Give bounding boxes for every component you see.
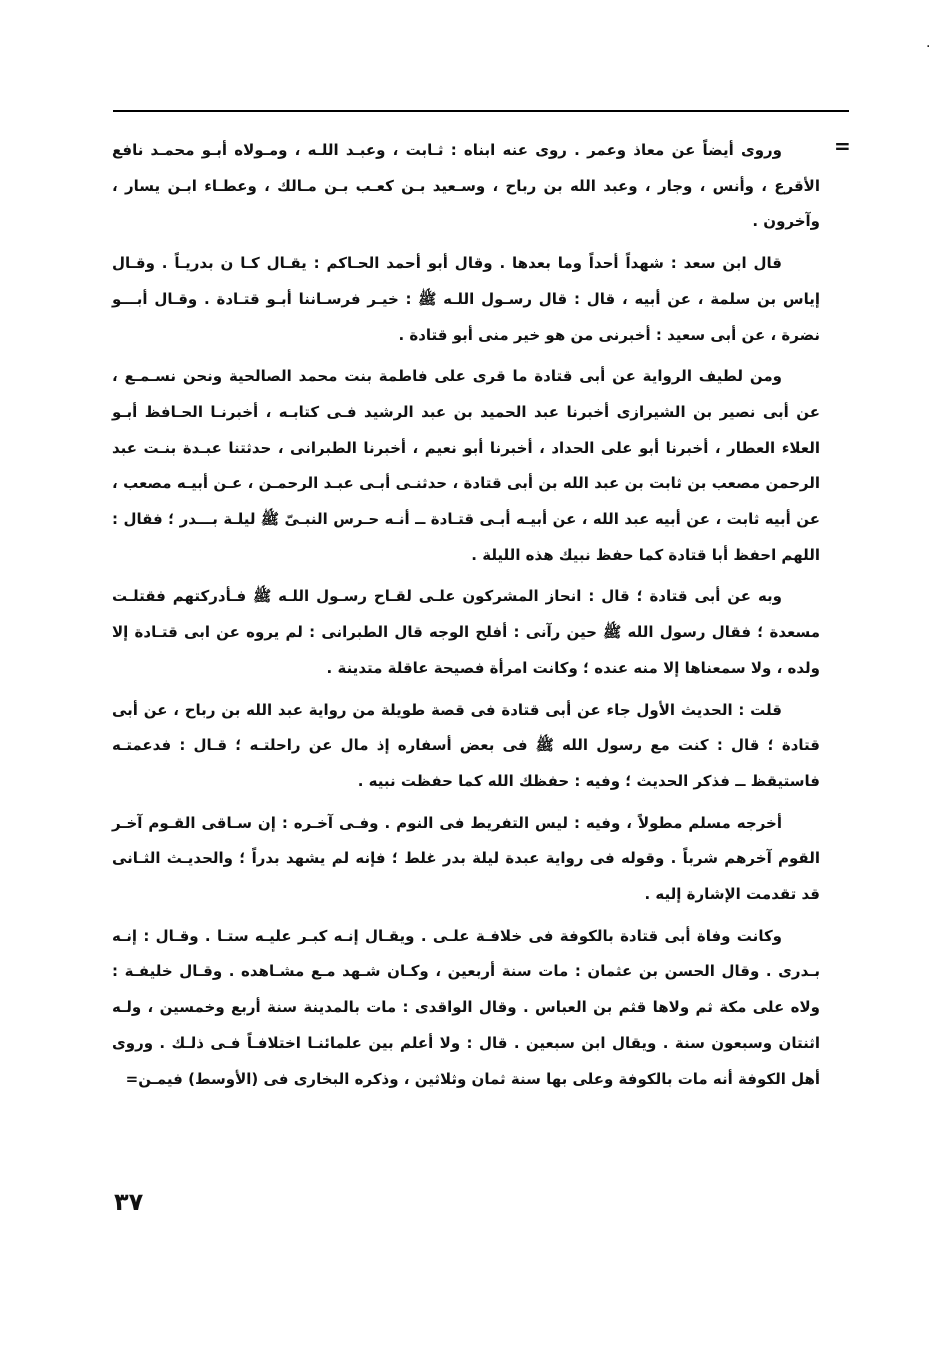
corner-mark: · xyxy=(926,39,931,55)
paragraph-2: قال ابن سعد : شهداً أحداً وما بعدها . وقال أبو أحمد الحـاكم : يقـال كـا ن بدريـاً . وقـال إياس بن سلمة ، عن أبيه ، قال : قال رسـول اللـه ﷺ : خيـر فرسـاننا أبـو قتـادة . وقـال أبـــو نضرة ، عن أبى سعيد : أخبرنى من هو خير منى أبو قتادة . xyxy=(112,254,820,344)
paragraph-6: أخرجه مسلم مطولاً ، وفيه : ليس التفريط فى النوم . وفـى آخـره : إن سـاقى القـوم آخـر القوم آخرهم شرباً . وقوله فى رواية عبدة ليلة بدر غلط ؛ فإنه لم يشهد بدراً ؛ والحديـث الثـانى قد تقدمت الإشارة إليه . xyxy=(112,813,820,904)
page-number: ٣٧ xyxy=(114,1188,144,1216)
header-rule xyxy=(113,110,849,112)
paragraph-7: وكانت وفاة أبى قتادة بالكوفة فى خلافـة علـى . ويقـال إنـه كبـر عليـه ستـا . وقـال : إنـه بـدرى . وقال الحسن بن عثمان : مات سنة أربعين ، وكـان شـهد مـع مشـاهده . وقـال خليفـة : ولاه على مكة ثم ولاها قثم بن العباس . وقال الواقدى : مات بالمدينة سنة أربع وخمسين ، ولـه اثنتان وسبعون سنة . ويقال ابن سبعين . قال : ولا أعلم بين علمائنـا اختلافـاً فـى ذلـك . وروى أهل الكوفة أنه مات بالكوفة وعلى بها سنة ثمان وثلاثين ، وذكره البخارى فى (الأوسط) فيمـن= xyxy=(112,926,820,1088)
paragraph-1: وروى أيضاً عن معاذ وعمر . روى عنه ابناه : ثـابت ، وعبـد اللـه ، ومـولاه أبـو محمـد نافع الأقرع ، وأنس ، وجار ، وعبد الله بن رباح ، وسـعيد بـن كعـب بـن مـالك ، وعطـاء ابـن يسار ، وآخرون . xyxy=(112,141,820,231)
paragraph-5: قلت : الحديث الأول جاء عن أبى قتادة فى قصة طويلة من رواية عبد الله بن رباح ، عن أبى قتادة ؛ قال : كنت مع رسول الله ﷺ فى بعض أسفاره إذ مال عن راحلتـه ؛ قـال : فدعمتـه فاستيقظ ــ فذكر الحديث ؛ وفيه : حفظك الله كما حفظت نبيه . xyxy=(112,700,820,790)
page-body xyxy=(112,133,820,1097)
continuation-mark: = xyxy=(834,134,851,158)
paragraph-3: ومن لطيف الرواية عن أبى قتادة ما قرى على فاطمة بنت محمد الصالحية ونحن نسـمـع ، عن أبى نصير بن الشيرازى أخبرنا عبد الحميد بن عبد الرشيد فـى كتابـه ، أخبرنـا الحـافظ أبـو العلاء العطار ، أخبرنا أبو على الحداد ، أخبرنا أبو نعيم ، أخبرنا الطبرانى ، حدثتنا عبـدة بنـت عبد الرحمن مصعب بن ثابت بن عبد الله بن أبى قتادة ، حدثنـى أبـى عبـد الرحمـن ، عـن أبيـه مصعب ، عن أبيه ثابت ، عن أبيه عبد الله ، عن أبيـه أبـى قتـادة ــ أنـه حـرس النبـىّ ﷺ ليلـة بـــدر ؛ فقال : اللهم احفظ أبا قتادة كما حفظ نبيك هذه الليلة . xyxy=(112,367,820,564)
paragraph-4: وبه عن أبى قتادة ؛ قال : انحاز المشركون علـى لقـاح رسـول اللـه ﷺ فـأدركتهم فقتلـت مسعدة ؛ فقال رسول الله ﷺ حين رآنى : أفلح الوجه قال الطبرانى : لم يروه عن ابى قتـادة إلا ولده ، ولا سمعناها إلا منه عنده ؛ وكانت امرأة فصيحة عاقلة متدينة . xyxy=(112,587,820,677)
